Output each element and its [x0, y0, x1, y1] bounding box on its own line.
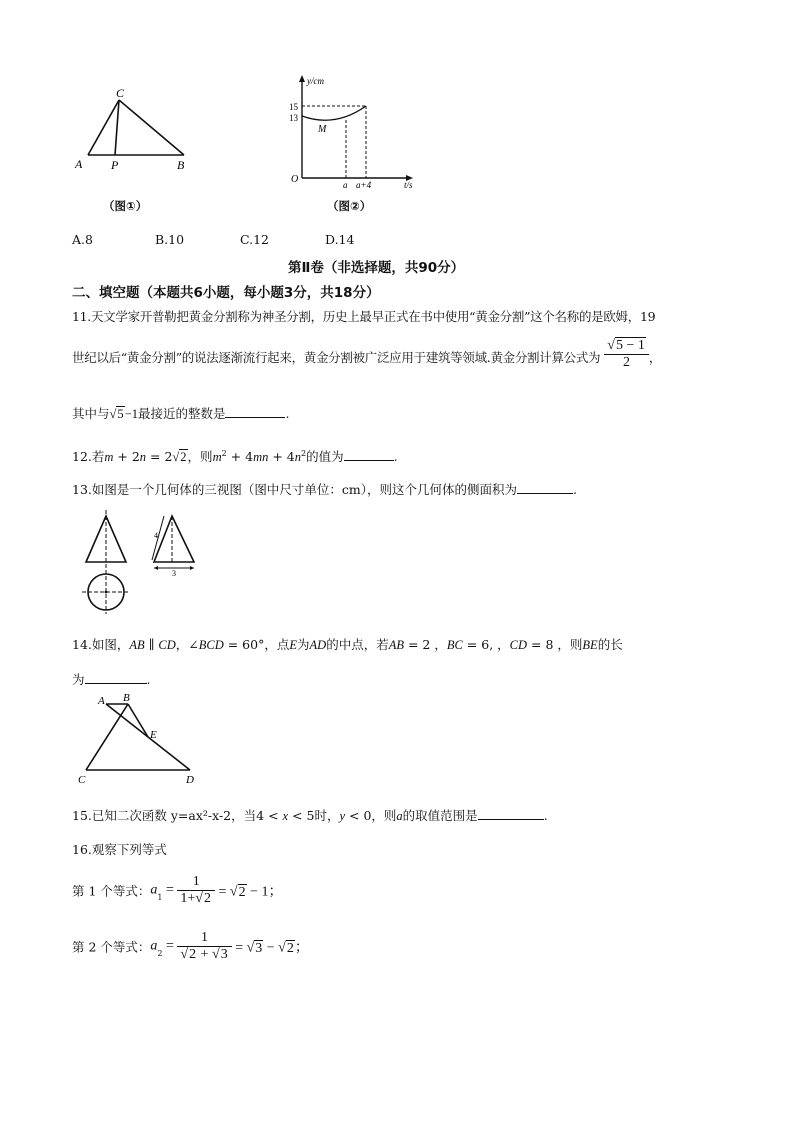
option-a: A.8	[72, 232, 93, 247]
trapezoid-figure	[72, 692, 207, 787]
q14-mid1: ，点	[264, 637, 290, 652]
q14-mid4: ，则	[557, 637, 583, 652]
q15-mid: 时，	[314, 808, 340, 823]
q14-pre: 14.如图，	[72, 637, 130, 652]
part-2-heading: 二、填空题（本题共6小题，每小题3分，共18分）	[72, 285, 380, 301]
q12-line: 12.若m + 2n = 2√2，则$m^2 + 4mn + 4n^2$的值为 .	[72, 448, 398, 464]
q15-line: 15.已知二次函数 y=ax²-x-2，当4 < x < 5时，y < 0，则a的取值范围是 .	[72, 808, 548, 823]
golden-ratio-fraction: $\frac{√5 - 1}{2}$	[604, 338, 649, 371]
q11-line-2: 世纪以后“黄金分割”的说法逐渐流行起来，黄金分割被广泛应用于建筑等领域.黄金分割计算公式为 $\frac{√5 - 1}{2}$ ，	[72, 338, 662, 371]
vertex-label-c: C	[116, 88, 125, 100]
figure-2-caption: （图②）	[327, 199, 372, 213]
q15-mid2: ，则	[371, 808, 397, 823]
q16-eq2-label: 第 2 个等式：	[72, 939, 151, 955]
q14-line-1: 14.如图，AB ∥ CD，∠BCD = 60°，点E为AD的中点，若AB = 2 ，BC = 6, ，CD = 8 ，则BE的长	[72, 637, 623, 652]
option-d: D.14	[325, 232, 355, 247]
q16-eq1-label: 第 1 个等式：	[72, 883, 151, 899]
golden-frac-numerator: 5 − 1	[615, 338, 645, 353]
q14-line-2-text: 为	[72, 672, 85, 687]
q13-line: 13.如图是一个几何体的三视图（图中尺寸单位：cm），则这个几何体的侧面积为 .	[72, 482, 577, 497]
q14-mid3: 的中点，若	[326, 637, 389, 652]
q15-pre: 15.已知二次函数 y=ax²-x-2，当	[72, 808, 257, 823]
option-b: B.10	[155, 232, 185, 247]
dimension-3: 3	[172, 569, 176, 578]
origin-label: O	[291, 174, 299, 185]
q11-line-3-pre: 其中与	[72, 406, 110, 421]
q14-label-d: D	[186, 774, 194, 786]
option-c: C.12	[240, 232, 269, 247]
y-axis-label: y/cm	[307, 76, 324, 86]
y-tick-13: 13	[289, 113, 298, 123]
q12-answer-blank	[344, 448, 394, 461]
q15-answer-blank	[478, 807, 544, 820]
point-m-label: M	[318, 124, 327, 135]
q16-title: 16.观察下列等式	[72, 842, 167, 857]
graph-figure-2	[280, 72, 415, 190]
x-tick-a: a	[343, 180, 348, 190]
vertex-label-a: A	[75, 157, 83, 171]
golden-frac-denominator: 2	[623, 355, 631, 371]
triangle-figure-1	[72, 88, 222, 178]
q11-line-2-text: 世纪以后“黄金分割”的说法逐渐流行起来，黄金分割被广泛应用于建筑等领域.黄金分割计算公式为	[72, 350, 601, 366]
q12-post: 的值为	[306, 449, 344, 464]
q14-label-c: C	[78, 774, 86, 786]
q11-answer-blank	[225, 405, 285, 418]
q13-answer-blank	[517, 481, 573, 494]
q14-label-e: E	[150, 729, 157, 741]
q11-line-3: 其中与√5−1最接近的整数是 .	[72, 406, 290, 421]
q12-mid: ，则	[187, 449, 213, 464]
vertex-label-p: P	[111, 158, 119, 172]
q14-label-a: A	[98, 695, 105, 707]
dimension-4: 4	[154, 531, 158, 540]
vertex-label-b: B	[177, 158, 185, 172]
q14-label-b: B	[123, 692, 130, 704]
q14-mid2: 为	[297, 637, 310, 652]
x-tick-a4: a+4	[356, 180, 372, 190]
q14-line-2: 为 .	[72, 672, 151, 687]
q16-equation-2: 第 2 个等式：$a_2$ = $\frac{1}{√2 + √3}$ = √3 − √2；	[72, 930, 309, 963]
x-axis-label: t/s	[404, 180, 413, 190]
q14-post: 的长	[597, 637, 623, 652]
q12-pre: 12.若	[72, 449, 105, 464]
three-view-figure	[72, 510, 212, 615]
q11-line-1: 11.天文学家开普勒把黄金分割称为神圣分割，历史上最早正式在书中使用“黄金分割”这个名称的是欧姆，19	[72, 309, 656, 324]
q11-line-3-post: 最接近的整数是	[137, 406, 226, 421]
section-2-title: 第Ⅱ卷（非选择题，共90分）	[288, 260, 465, 276]
figure-1-caption: （图①）	[103, 199, 148, 213]
q14-answer-blank	[85, 671, 147, 684]
y-tick-15: 15	[289, 102, 298, 112]
q15-post: 的取值范围是	[402, 808, 478, 823]
q13-text: 13.如图是一个几何体的三视图（图中尺寸单位：cm），则这个几何体的侧面积为	[72, 482, 517, 497]
q16-equation-1: 第 1 个等式：$a_1$ = $\frac{1}{1+√2}$ = √2 − 1；	[72, 874, 283, 907]
